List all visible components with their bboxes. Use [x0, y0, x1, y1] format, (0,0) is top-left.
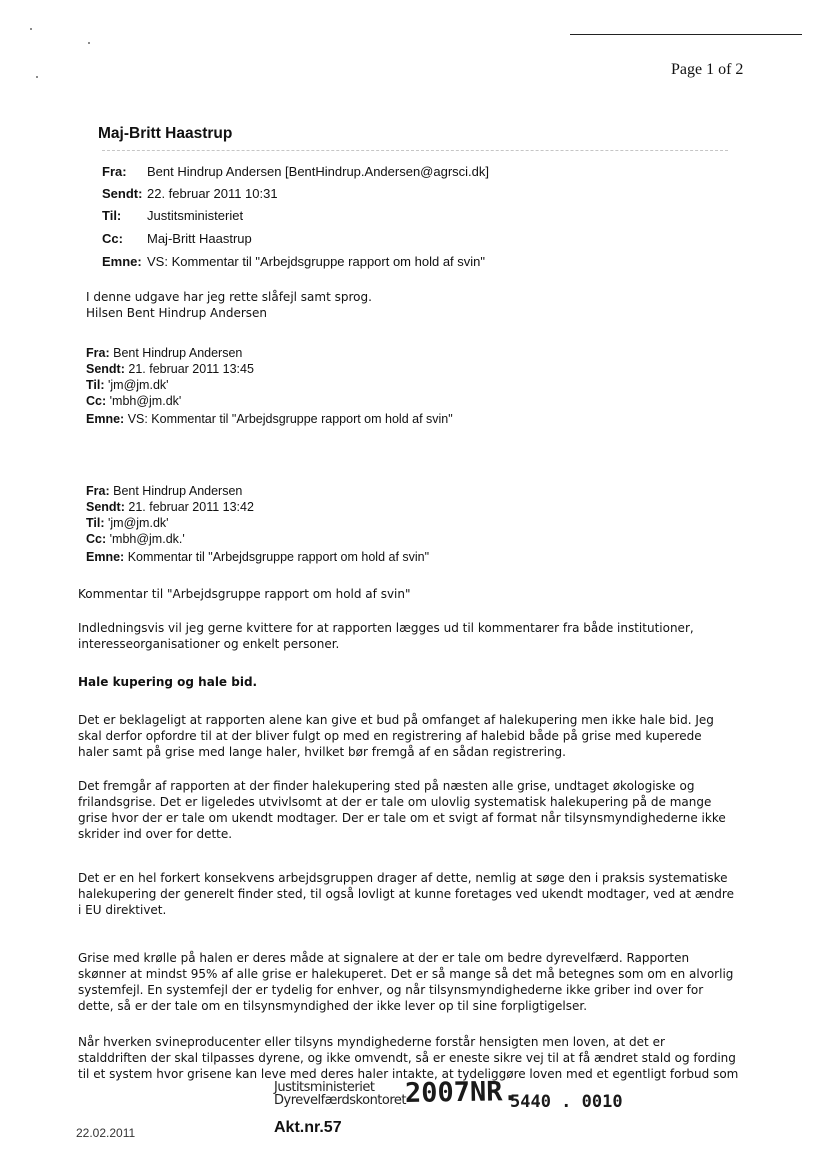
note-line-2: Hilsen Bent Hindrup Andersen: [86, 306, 268, 320]
paragraph-line: systemfejl. En systemfejl der er tydelig for enhver, og når tilsynsmyndighederne ikke griber ind over for: [78, 983, 704, 997]
fwd1-from-label: Fra:: [86, 346, 110, 360]
fwd1-from-value: Bent Hindrup Andersen: [113, 346, 243, 360]
stamp-ministry: Justitsministeriet: [274, 1080, 375, 1095]
paragraph-line: i EU direktivet.: [78, 903, 167, 917]
scan-speck: [30, 28, 32, 30]
fwd2-cc-value: 'mbh@jm.dk.': [109, 532, 185, 546]
receipt-stamp: [274, 1081, 406, 1107]
fwd1-to-label: Til:: [86, 378, 105, 392]
from-label: Fra:: [102, 164, 127, 179]
stamp-case-number: Akt.nr.57: [274, 1119, 342, 1136]
to-value: Justitsministeriet: [147, 208, 244, 223]
fwd2-from-label: Fra:: [86, 484, 110, 498]
paragraph-line: skal derfor opfordre til at der bliver fulgt op med en registrering af halebid både på grise med kuperede: [78, 729, 702, 743]
subject-label: Emne:: [102, 254, 142, 269]
fwd2-subject-value: Kommentar til "Arbejdsgruppe rapport om hold af svin": [127, 550, 430, 564]
cc-label: Cc:: [102, 231, 123, 246]
fwd1-subject-label: Emne:: [86, 412, 125, 426]
fwd2-sent: [86, 500, 254, 514]
paragraph-line: Det er en hel forkert konsekvens arbejdsgruppen drager af dette, nemlig at søge den i praksis systematiske: [78, 871, 728, 885]
cc-value: Maj-Britt Haastrup: [147, 231, 252, 246]
paragraph-line: grise hvor der er tale om ukendt modtager. Der er tale om et svigt af format når tilsynsmyndighederne ikke: [78, 811, 726, 825]
paragraph-1: [78, 712, 714, 760]
fwd1-sent-value: 21. februar 2011 13:45: [128, 362, 254, 376]
paragraph-line: til et system hvor grisene kan leve med deres haler intakte, at tydeliggøre loven med et egentligt forbud som: [78, 1067, 739, 1081]
stamp-number: 2007NR.: [404, 1076, 520, 1109]
paragraph-line: Det er beklageligt at rapporten alene kan give et bud på omfanget af halekupering men ikke hale bid. Jeg: [78, 713, 714, 727]
section-heading: Hale kupering og hale bid.: [78, 675, 258, 689]
paragraph-line: interesseorganisationer og enkelt personer.: [78, 637, 340, 651]
paragraph-line: skrider ind over for dette.: [78, 827, 233, 841]
fwd2-subject-label: Emne:: [86, 550, 125, 564]
stamp-handwritten-number: 5440 . 0010: [510, 1092, 623, 1112]
header-separator: [102, 150, 728, 151]
fwd1-sent: [86, 362, 254, 376]
paragraph-line: dette, så er der tale om en tilsynsmyndighed der ikke lever op til sine forpligtigelser.: [78, 999, 588, 1013]
stamp-office: Dyrevelfærdskontoret: [274, 1093, 407, 1108]
fwd2-sent-label: Sendt:: [86, 500, 125, 514]
paragraph-4: [78, 950, 733, 1014]
fwd1-to-value: 'jm@jm.dk': [108, 378, 169, 392]
to-label: Til:: [102, 208, 122, 223]
paragraph-line: haler samt på grise med lange haler, hvilket bør fremgå af en sådan registrering.: [78, 745, 566, 759]
fwd2-to: [86, 516, 169, 530]
fwd1-cc-label: Cc:: [86, 394, 107, 408]
paragraph-3: [78, 870, 734, 918]
from-value: Bent Hindrup Andersen [BentHindrup.Andersen@agrsci.dk]: [147, 164, 490, 179]
fwd2-to-value: 'jm@jm.dk': [108, 516, 169, 530]
sent-value: 22. februar 2011 10:31: [147, 186, 278, 201]
fwd2-cc-label: Cc:: [86, 532, 107, 546]
page-number: Page 1 of 2: [671, 61, 744, 78]
fwd1-from: [86, 346, 242, 360]
paragraph-intro: [78, 620, 694, 652]
paragraph-5: [78, 1034, 738, 1082]
top-rule: [570, 34, 802, 35]
fwd1-subject: [86, 412, 453, 426]
paragraph-line: skønner at mindst 95% af alle grise er halekuperet. Det er så mange så det må betegnes som om en alvorlig: [78, 967, 734, 981]
body-title-line: Kommentar til "Arbejdsgruppe rapport om hold af svin": [78, 587, 411, 601]
fwd2-to-label: Til:: [86, 516, 105, 530]
scan-speck: [36, 76, 38, 78]
paragraph-line: Indledningsvis vil jeg gerne kvittere for at rapporten lægges ud til kommentarer fra både institutioner,: [78, 621, 694, 635]
sent-label: Sendt:: [102, 186, 143, 201]
fwd1-to: [86, 378, 169, 392]
scan-speck: [88, 42, 90, 44]
fwd2-subject: [86, 550, 429, 564]
note-line-1: I denne udgave har jeg rette slåfejl samt sprog.: [86, 290, 372, 304]
fwd2-from: [86, 484, 242, 498]
fwd1-sent-label: Sendt:: [86, 362, 125, 376]
fwd2-from-value: Bent Hindrup Andersen: [113, 484, 243, 498]
subject-value: VS: Kommentar til "Arbejdsgruppe rapport om hold af svin": [147, 254, 485, 269]
paragraph-line: frilandsgrise. Det er ligeledes utvivlsomt at der er tale om ulovlig systematisk halekupering på de mange: [78, 795, 712, 809]
paragraph-line: stalddriften der skal tilpasses dyrene, og ikke omvendt, så er eneste sikre vej til at få ændret stald og fording: [78, 1051, 736, 1065]
paragraph-line: Grise med krølle på halen er deres måde at signalere at der er tale om bedre dyrevelfærd. Rapporten: [78, 951, 690, 965]
paragraph-line: Når hverken svineproducenter eller tilsyns myndighederne forstår hensigten men loven, at det er: [78, 1035, 665, 1049]
mailbox-owner-name: Maj-Britt Haastrup: [98, 125, 233, 142]
paragraph-line: Det fremgår af rapporten at der finder halekupering sted på næsten alle grise, undtaget økologiske og: [78, 779, 695, 793]
fwd1-subject-value: VS: Kommentar til "Arbejdsgruppe rapport om hold af svin": [127, 412, 453, 426]
fwd2-cc: [86, 532, 185, 546]
fwd2-sent-value: 21. februar 2011 13:42: [128, 500, 254, 514]
fwd1-cc-value: 'mbh@jm.dk': [109, 394, 182, 408]
paragraph-line: halekupering der generelt finder sted, til også lovligt at kunne foretages ved ukendt modtager, ved at ændre: [78, 887, 734, 901]
paragraph-2: [78, 778, 726, 842]
fwd1-cc: [86, 394, 181, 408]
footer-date: 22.02.2011: [76, 1126, 136, 1140]
